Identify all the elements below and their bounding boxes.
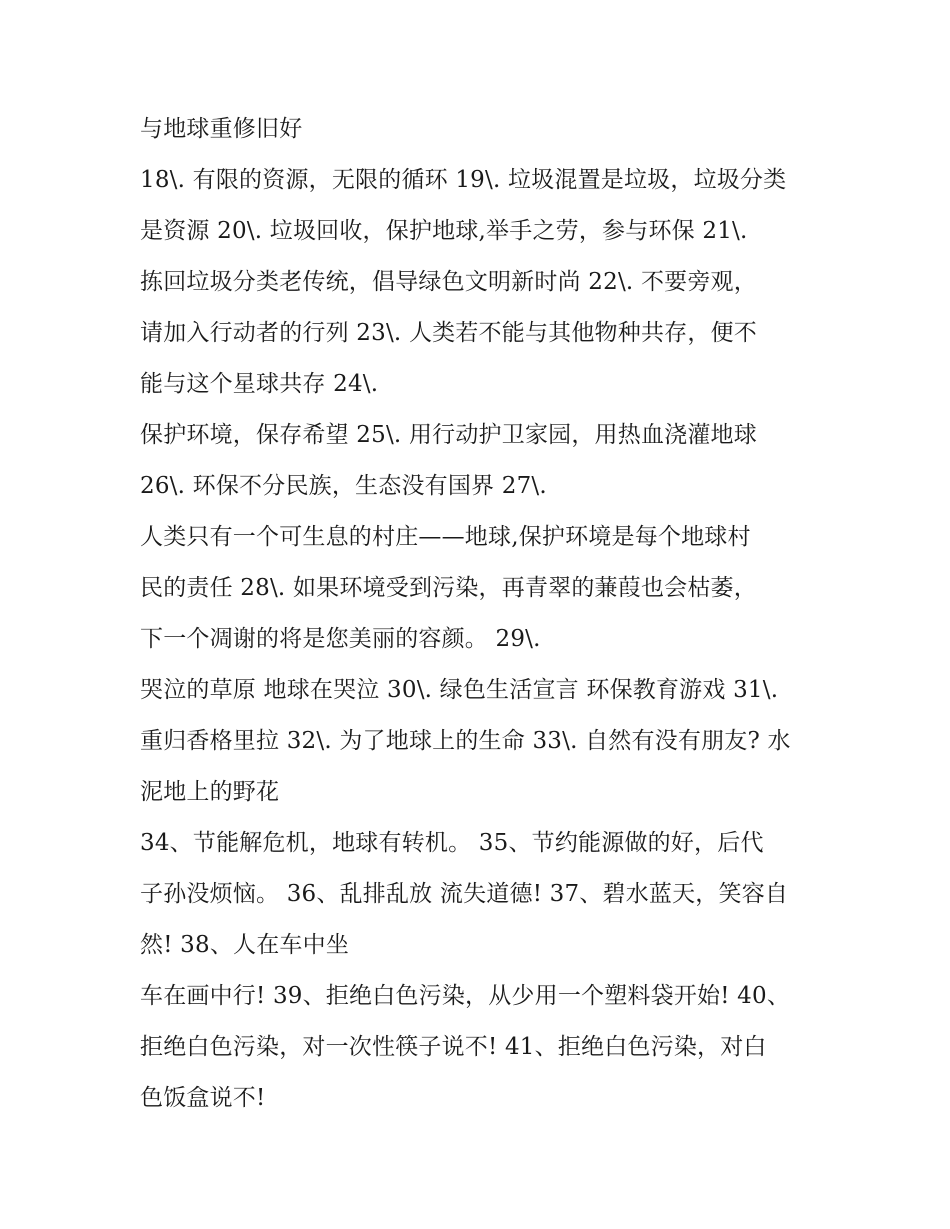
text-line: 能与这个星球共存 24\. [140,371,379,397]
text-line: 泥地上的野花 [140,779,280,805]
text-line: 26\. 环保不分民族，生态没有国界 27\. [140,473,547,499]
text-line: 18\. 有限的资源，无限的循环 19\. 垃圾混置是垃圾，垃圾分类 [140,167,787,193]
text-line: 哭泣的草原 地球在哭泣 30\. 绿色生活宣言 环保教育游戏 31\. [140,677,779,703]
document-body [140,104,820,1124]
text-line: 子孙没烦恼。 36、乱排乱放 流失道德! 37、碧水蓝天，笑容自 [140,881,789,907]
text-line: 是资源 20\. 垃圾回收，保护地球,举手之劳，参与环保 21\. [140,218,748,244]
text-line: 拒绝白色污染，对一次性筷子说不! 41、拒绝白色污染，对白 [140,1034,767,1060]
text-line: 保护环境，保存希望 25\. 用行动护卫家园，用热血浇灌地球 [140,422,757,448]
text-line: 请加入行动者的行列 23\. 人类若不能与其他物种共存，便不 [140,320,757,346]
text-line: 人类只有一个可生息的村庄——地球,保护环境是每个地球村 [140,524,751,550]
text-line: 下一个凋谢的将是您美丽的容颜。 29\. [140,626,541,652]
text-line: 民的责任 28\. 如果环境受到污染，再青翠的蒹葭也会枯萎， [140,575,757,601]
text-line: 车在画中行! 39、拒绝白色污染，从少用一个塑料袋开始! 40、 [140,983,791,1009]
text-line: 拣回垃圾分类老传统，倡导绿色文明新时尚 22\. 不要旁观， [140,269,757,295]
text-line: 重归香格里拉 32\. 为了地球上的生命 33\. 自然有没有朋友? 水 [140,728,791,754]
text-line: 与地球重修旧好 [140,116,303,142]
text-line: 34、节能解危机，地球有转机。 35、节约能源做的好，后代 [140,830,764,856]
text-line: 色饭盒说不! [140,1085,266,1111]
text-line: 然! 38、人在车中坐 [140,932,350,958]
